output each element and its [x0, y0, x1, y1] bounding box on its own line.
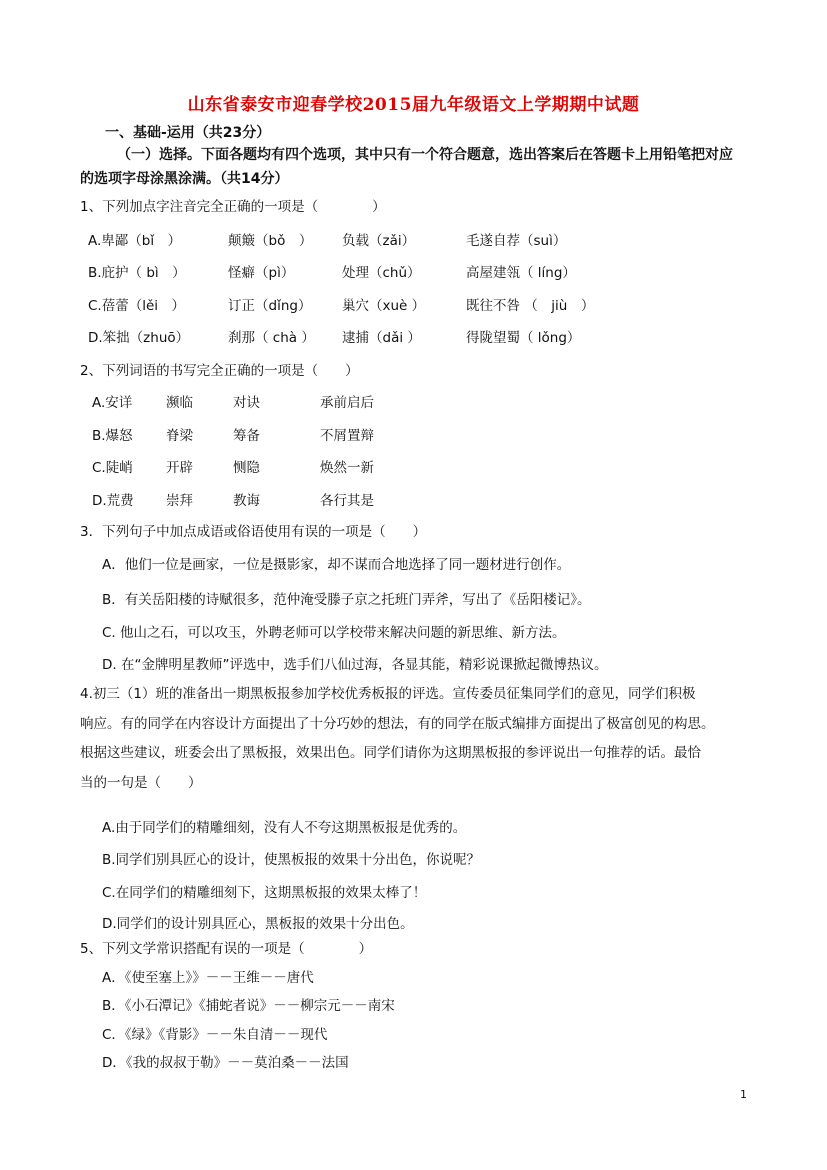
q4-stem-line-3: 根据这些建议，班委会出了黑板报，效果出色。同学们请你为这期黑板报的参评说出一句推荐的话。最恰: [80, 745, 701, 761]
q1-option-a-3: 负载（zǎi）: [342, 233, 416, 249]
q3-option-b: B．有关岳阳楼的诗赋很多，范仲淹受滕子京之托班门弄斧，写出了《岳阳楼记》。: [102, 592, 591, 608]
q4-option-d: D.同学们的设计别具匠心，黑板报的效果十分出色。: [102, 916, 414, 932]
q5-option-d: D．《我的叔叔于勒》－－莫泊桑－－法国: [102, 1055, 349, 1071]
q4-option-b: B.同学们别具匠心的设计，使黑板报的效果十分出色，你说呢？: [102, 852, 481, 868]
q2-option-b-2: 脊梁: [166, 428, 193, 444]
q1-option-d-3: 逮捕（dǎi ）: [342, 330, 421, 346]
q2-option-d-1: D.荒费: [92, 493, 134, 509]
q2-option-a-3: 对诀: [233, 395, 260, 411]
q4-stem-line-2: 响应。有的同学在内容设计方面提出了十分巧妙的想法，有的同学在版式编排方面提出了极富创见的构思。: [80, 715, 715, 732]
q1-option-a-2: 颠簸（bǒ ）: [228, 233, 313, 249]
q2-option-b-1: B.爆怒: [92, 428, 133, 444]
instructions-line-2: 的选项字母涂黑涂满。（共14分）: [80, 171, 289, 187]
q5-option-b: B．《小石潭记》《捕蛇者说》－－柳宗元－－南宋: [102, 998, 395, 1014]
q4-stem-line-4: 当的一句是（ ）: [80, 774, 202, 791]
q1-option-c-2: 订正（dǐng）: [228, 298, 312, 314]
question-3-stem: 3．下列句子中加点成语或俗语使用有误的一项是（ ）: [80, 524, 427, 540]
q1-option-b-1: B.庇护（ bì ）: [88, 265, 186, 281]
q2-option-b-3: 筹备: [233, 428, 260, 444]
q2-option-d-2: 崇拜: [166, 493, 193, 509]
q5-option-a: A．《使至塞上》》－－王维－－唐代: [102, 970, 314, 986]
q4-option-c: C.在同学们的精雕细刻下，这期黑板报的效果太棒了！: [102, 885, 427, 901]
q2-option-c-3: 恻隐: [233, 460, 260, 476]
question-5-stem: 5、下列文学常识搭配有误的一项是（ ）: [80, 941, 373, 957]
q2-option-a-2: 濒临: [166, 395, 193, 411]
q2-option-c-4: 焕然一新: [320, 460, 374, 476]
q3-option-d: D. 在“金牌明星教师”评选中，选手们八仙过海，各显其能，精彩说课掀起微博热议。: [102, 657, 608, 673]
q3-option-c: C. 他山之石，可以攻玉，外聘老师可以学校带来解决问题的新思维、新方法。: [102, 625, 566, 641]
section-instructions: [80, 143, 750, 191]
q2-option-c-2: 开辟: [166, 460, 193, 476]
q2-option-d-3: 教诲: [233, 493, 260, 509]
page-number: 1: [740, 1088, 747, 1101]
question-2-stem: 2、下列词语的书写完全正确的一项是（ ）: [80, 363, 359, 379]
q1-option-a-1: A.卑鄙（bǐ ）: [88, 233, 182, 249]
q2-option-c-1: C.陡峭: [92, 460, 133, 476]
q3-option-a: A．他们一位是画家，一位是摄影家，却不谋而合地选择了同一题材进行创作。: [102, 557, 571, 573]
question-1-stem: 1、下列加点字注音完全正确的一项是（ ）: [80, 199, 386, 215]
q2-option-d-4: 各行其是: [320, 493, 374, 509]
q1-option-d-4: 得陇望蜀（ lǒng）: [466, 330, 581, 346]
q1-option-c-4: 既往不咎 （ jiù ）: [466, 298, 595, 314]
q4-stem-line-1: 4.初三（1）班的准备出一期黑板报参加学校优秀板报的评选。宣传委员征集同学们的意见，同学们积极: [80, 686, 696, 702]
exam-title: 山东省泰安市迎春学校2015届九年级语文上学期期中试题: [187, 95, 640, 115]
q4-option-a: A.由于同学们的精雕细刻，没有人不夸这期黑板报是优秀的。: [102, 820, 467, 836]
q5-option-c: C．《绿》《背影》－－朱自清－－现代: [102, 1027, 328, 1043]
q1-option-b-2: 怪癖（pì）: [228, 265, 295, 281]
q1-option-c-3: 巢穴（xuè ）: [342, 298, 426, 314]
q1-option-d-1: D.笨拙（zhuō）: [88, 330, 190, 346]
q1-option-c-1: C.蓓蕾（lěi ）: [88, 298, 186, 314]
section-heading: 一、基础-运用（共23分）: [105, 125, 271, 141]
q1-option-d-2: 刹那（ chà ）: [228, 330, 315, 346]
q1-option-b-4: 高屋建瓴（ líng）: [466, 265, 576, 281]
q1-option-b-3: 处理（chǔ）: [342, 265, 421, 281]
question-4-stem: [80, 680, 760, 798]
q2-option-b-4: 不屑置辩: [320, 428, 374, 444]
instructions-line-1: （一）选择。下面各题均有四个选项，其中只有一个符合题意，选出答案后在答题卡上用铅笔把对应: [117, 147, 733, 163]
q1-option-a-4: 毛遂自荐（suì）: [466, 233, 567, 249]
q2-option-a-1: A.安详: [92, 395, 133, 411]
q2-option-a-4: 承前启后: [320, 395, 374, 411]
